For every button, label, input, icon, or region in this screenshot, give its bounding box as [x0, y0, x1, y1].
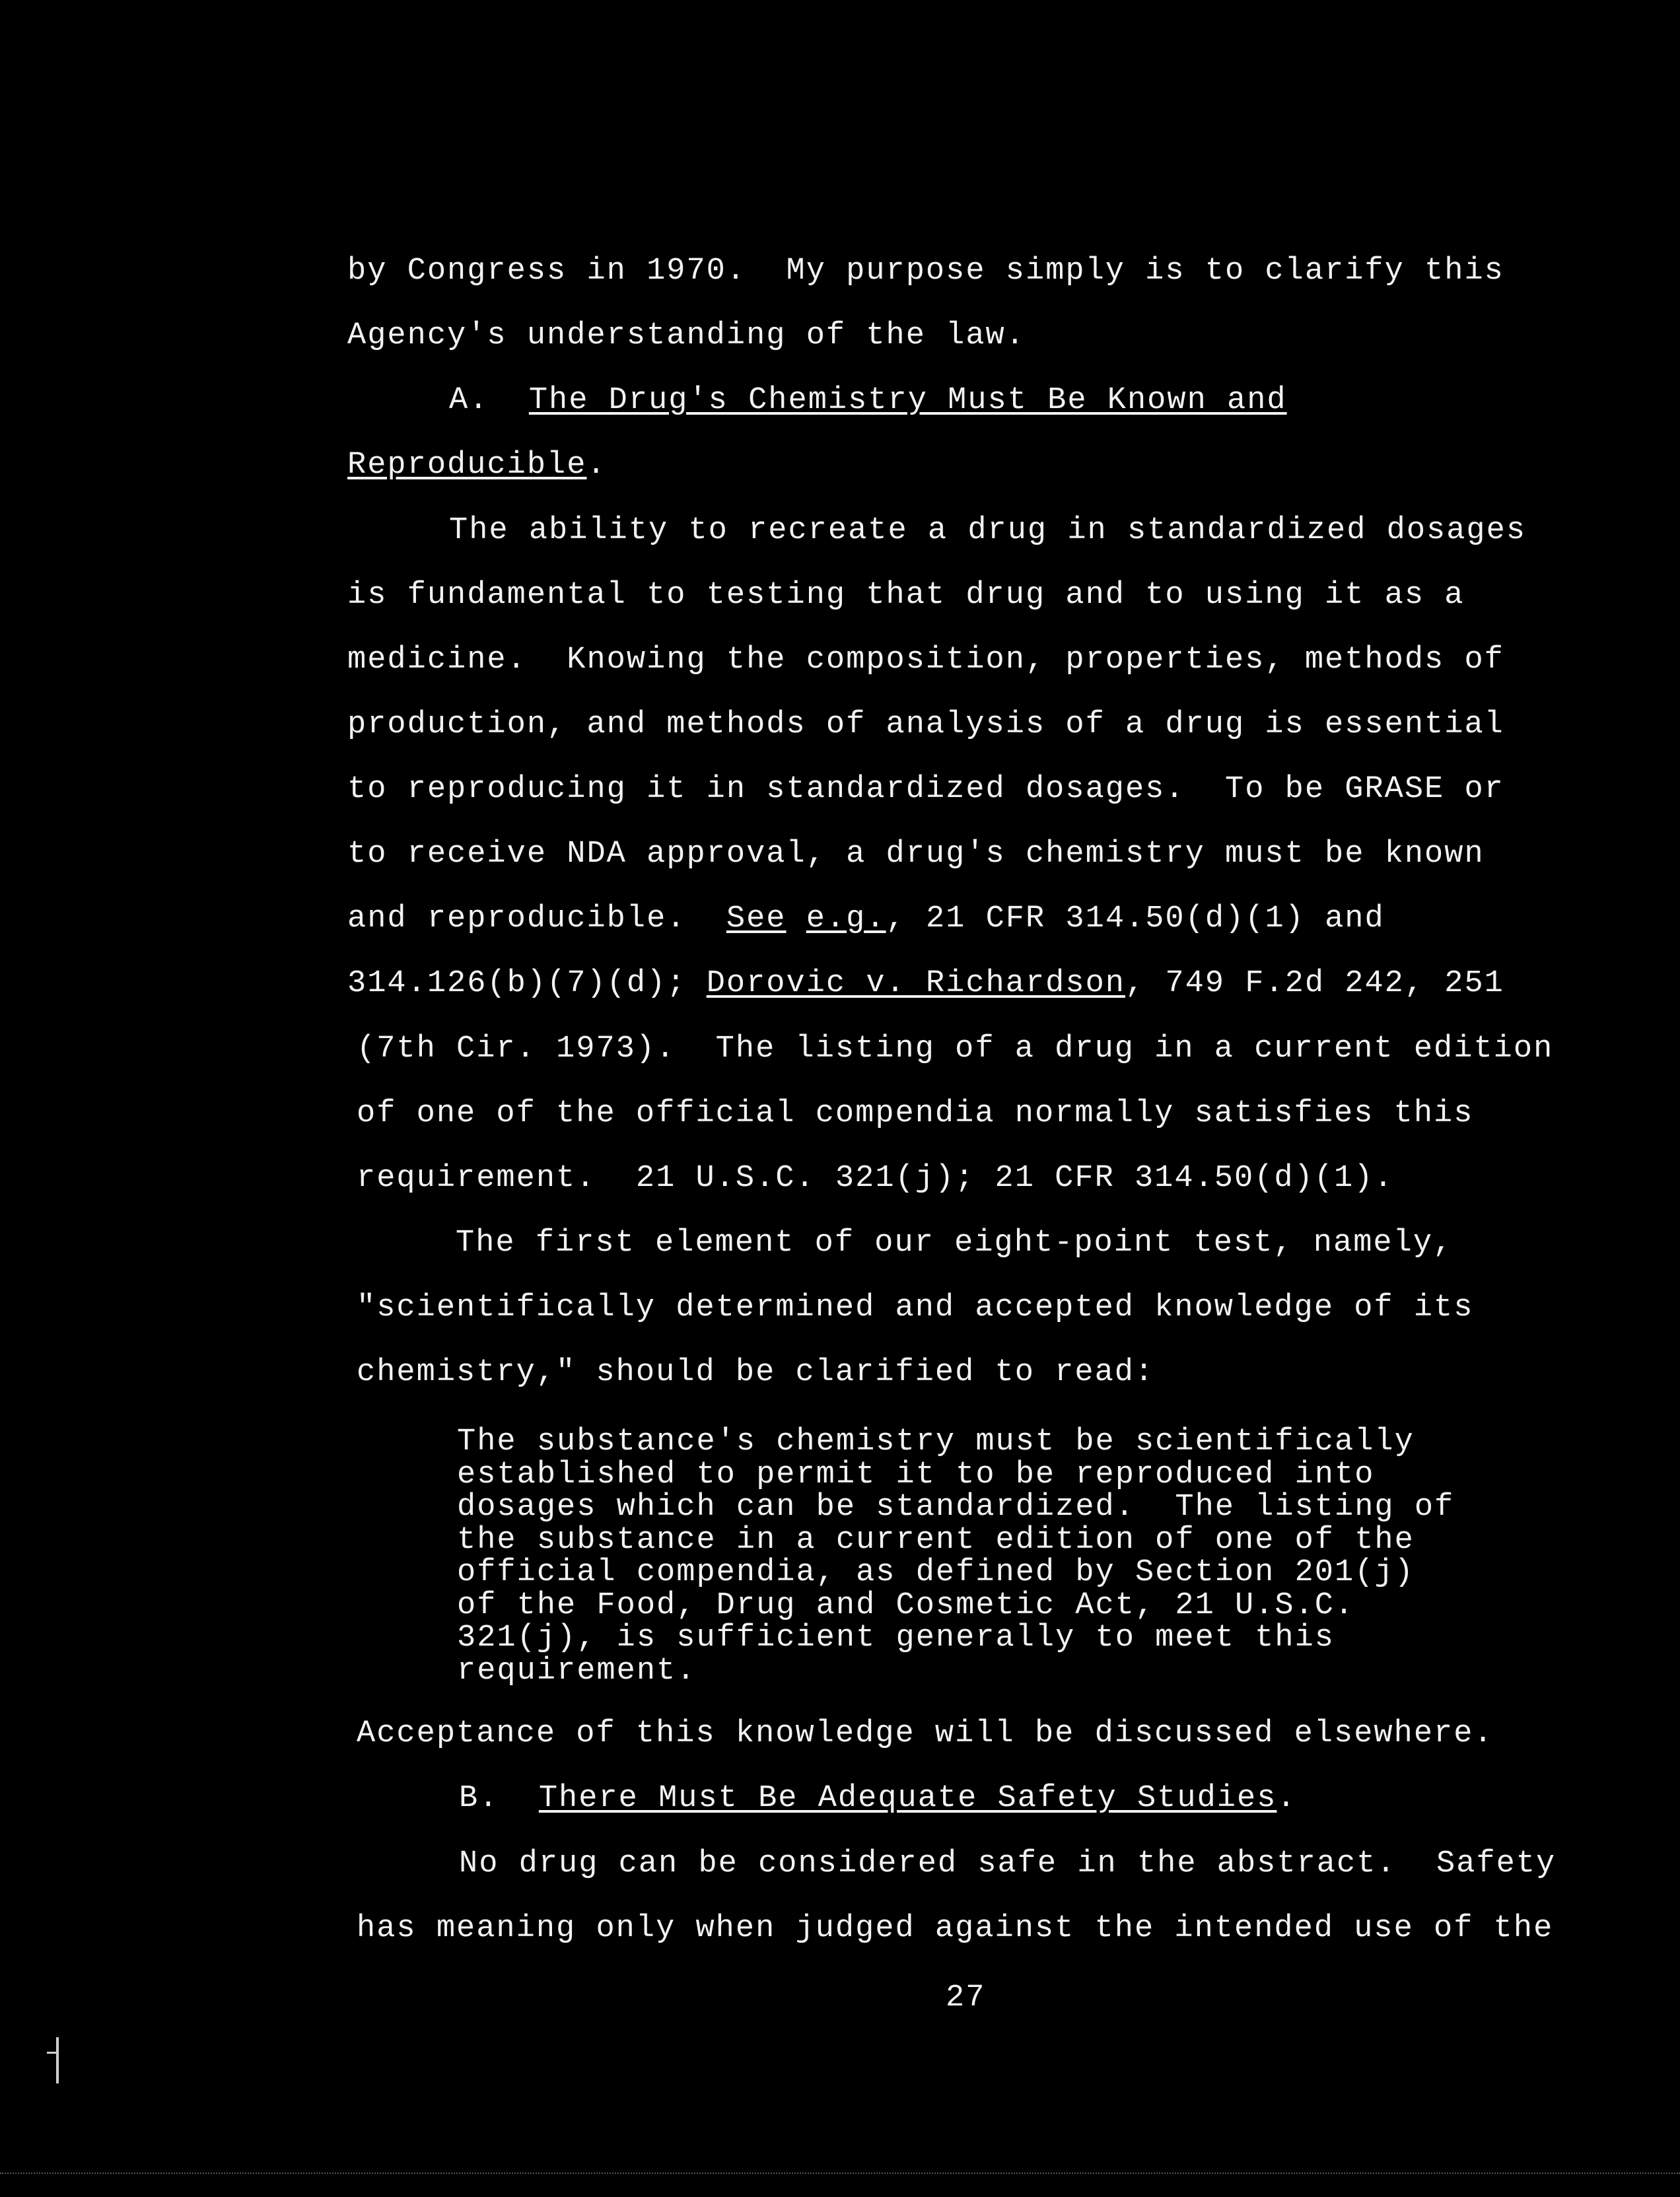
quote-line: requirement.	[457, 1654, 697, 1689]
section-letter: A.	[449, 383, 489, 418]
section-a-heading-cont: Reproducible.	[347, 448, 607, 483]
text-line: Agency's understanding of the law.	[347, 318, 1026, 353]
quote-line: 321(j), is sufficient generally to meet this	[457, 1621, 1335, 1656]
section-a-heading	[449, 382, 1287, 419]
quote-line: The substance's chemistry must be scientifically	[457, 1424, 1415, 1459]
section-title: Reproducible	[347, 448, 587, 483]
quote-line: established to permit it to be reproduced into	[457, 1457, 1375, 1492]
paragraph-line: to receive NDA approval, a drug's chemistry must be known	[347, 837, 1485, 872]
section-letter: B.	[459, 1781, 499, 1816]
page-number: 27	[946, 1980, 986, 2015]
citation-line: and reproducible. See e.g., 21 CFR 314.50(d)(1) and	[347, 901, 1385, 936]
paragraph-line: Acceptance of this knowledge will be discussed elsewhere.	[357, 1716, 1494, 1751]
citation-line: 314.126(b)(7)(d); Dorovic v. Richardson, 749 F.2d 242, 251	[347, 966, 1504, 1001]
section-title: The Drug's Chemistry Must Be Known and	[528, 383, 1287, 418]
paragraph-line: requirement. 21 U.S.C. 321(j); 21 CFR 314.50(d)(1).	[357, 1161, 1394, 1196]
signal-eg: e.g.	[806, 901, 886, 936]
paragraph-line: The ability to recreate a drug in standardized dosages	[449, 513, 1527, 548]
paragraph-line: to reproducing it in standardized dosages. To be GRASE or	[347, 772, 1504, 807]
paragraph-line: "scientifically determined and accepted knowledge of its	[357, 1290, 1474, 1325]
signal-see: See	[726, 901, 787, 936]
paragraph-line: medicine. Knowing the composition, properties, methods of	[347, 643, 1504, 678]
quote-line: dosages which can be standardized. The listing of	[457, 1490, 1455, 1525]
paragraph-line: chemistry," should be clarified to read:	[357, 1355, 1155, 1390]
case-name: Dorovic v. Richardson	[706, 966, 1125, 1001]
margin-mark	[56, 2037, 59, 2083]
paragraph-line: (7th Cir. 1973). The listing of a drug in a current edition	[357, 1031, 1554, 1066]
quote-line: official compendia, as defined by Section 201(j)	[457, 1555, 1415, 1590]
paragraph-line: The first element of our eight-point test, namely,	[456, 1226, 1453, 1261]
quote-line: of the Food, Drug and Cosmetic Act, 21 U.S.C.	[457, 1588, 1355, 1623]
text-line: by Congress in 1970. My purpose simply is to clarify this	[347, 254, 1504, 289]
paragraph-line: of one of the official compendia normally satisfies this	[357, 1096, 1474, 1131]
section-b-heading: B. There Must Be Adequate Safety Studies.	[459, 1781, 1297, 1816]
quote-line: the substance in a current edition of one of the	[457, 1523, 1415, 1558]
scan-edge-rule	[0, 2173, 1680, 2174]
paragraph-line: has meaning only when judged against the intended use of the	[357, 1911, 1554, 1946]
paragraph-line: production, and methods of analysis of a drug is essential	[347, 707, 1504, 742]
paragraph-line: No drug can be considered safe in the abstract. Safety	[459, 1846, 1557, 1881]
paragraph-line: is fundamental to testing that drug and to using it as a	[347, 578, 1465, 613]
section-title: There Must Be Adequate Safety Studies	[538, 1781, 1277, 1816]
